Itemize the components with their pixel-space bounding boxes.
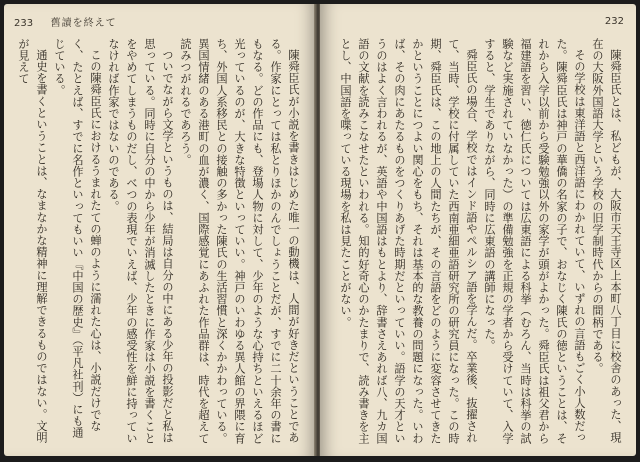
paragraph: 舜臣氏の場合、学校ではインド語やペルシア語を学んだ。卒業後、抜擢されて、当時、学校に付属していた西南亜細亜語研究所の研究員になった。この時期、舜臣氏は、この地上の人間たちが、その言語をどのように変容させてきたかということにつよい関心をもち、それは基本的な教養の問題になった。いわば、その肉にあたるものをつくりあげた時期だといっていい。語学の天才というのはよく言われるが、英語や中国語はもとより、辞書さえあれば八、九カ国語の文献を読みこなせたといわれる。知的好奇心のかたまりで、読み書きを主とし、中国語を喋っている現場を私は見たことがない。	[339, 38, 478, 444]
left-page	[4, 4, 316, 456]
paragraph: その学校は東洋語と西洋語にわかれていて、いずれの言語もごく小人数だった。陳舜臣氏は神戸の華僑の名家の子で、おなじく陳氏の徳ということは、それから入学以前から受験勉強以外の家学が頭がよかった。舜臣氏は祖父君から福建語を習い、徳仁氏については広東語による科挙（むろん、当時は科挙の試験など実施されていなかった）の準備勉強を正規の学者から受けていて、入学すると、学生でありながら、同時に広東語の講師になった。	[483, 38, 586, 444]
left-header	[14, 14, 117, 29]
paragraph: 陳舜臣氏とは、私どもが、大阪市天王寺区上本町八丁目に校舎のあった、現在の大阪外国語大学という学校の旧学制時代からの間柄である。	[591, 38, 622, 444]
right-header	[605, 14, 624, 27]
right-body-text	[330, 38, 624, 448]
paragraph: ついでながら文学というものは、結局は自分の中にある少年の投影だと私は思っている。同時に自分の中から少年が消滅したときに作家は小説を書くことをやめてしまうものだし、べつの表現でいえば、少年の感受性を鮮に持っていなければ作家ではないのである。	[107, 38, 174, 444]
page-number-left: 233	[14, 18, 34, 29]
paragraph: 通史を書くということは、なまなかな精神に理解できるものではない。文明が見えて	[17, 38, 48, 444]
left-body-text	[14, 38, 302, 448]
right-page	[320, 4, 636, 456]
paragraph: この陳舜臣氏におけるうまれたての蝉のように濡れた心は、小説だけでなく、たとえば、すでに名作といってもいい『中国の歴史』（平凡社刊）にも通じている。	[53, 38, 102, 439]
running-title: 舊讀を終えて	[50, 18, 117, 29]
paragraph: 陳舜臣氏が小説を書きはじめた唯一の動機は、人間が好きだということである。作家にとっては私とりほかのんでしょうことだが、すでに二十余年の書にもなる。どの作品にも、登場人物に対して、少年のような心持ちといえるほど光っているのが、大きな特徴といっていい。神戸のいわゆる異人館の界隈に育ち、外国人系移民との接触の多かった陳氏の生活習慣と深くかかわっている。異国情緒のある港町の血が濃く、国際感覚にあふれた作品群は、時代を超えて読みつがれるであろう。	[179, 38, 300, 444]
page-number-right: 232	[604, 16, 624, 27]
